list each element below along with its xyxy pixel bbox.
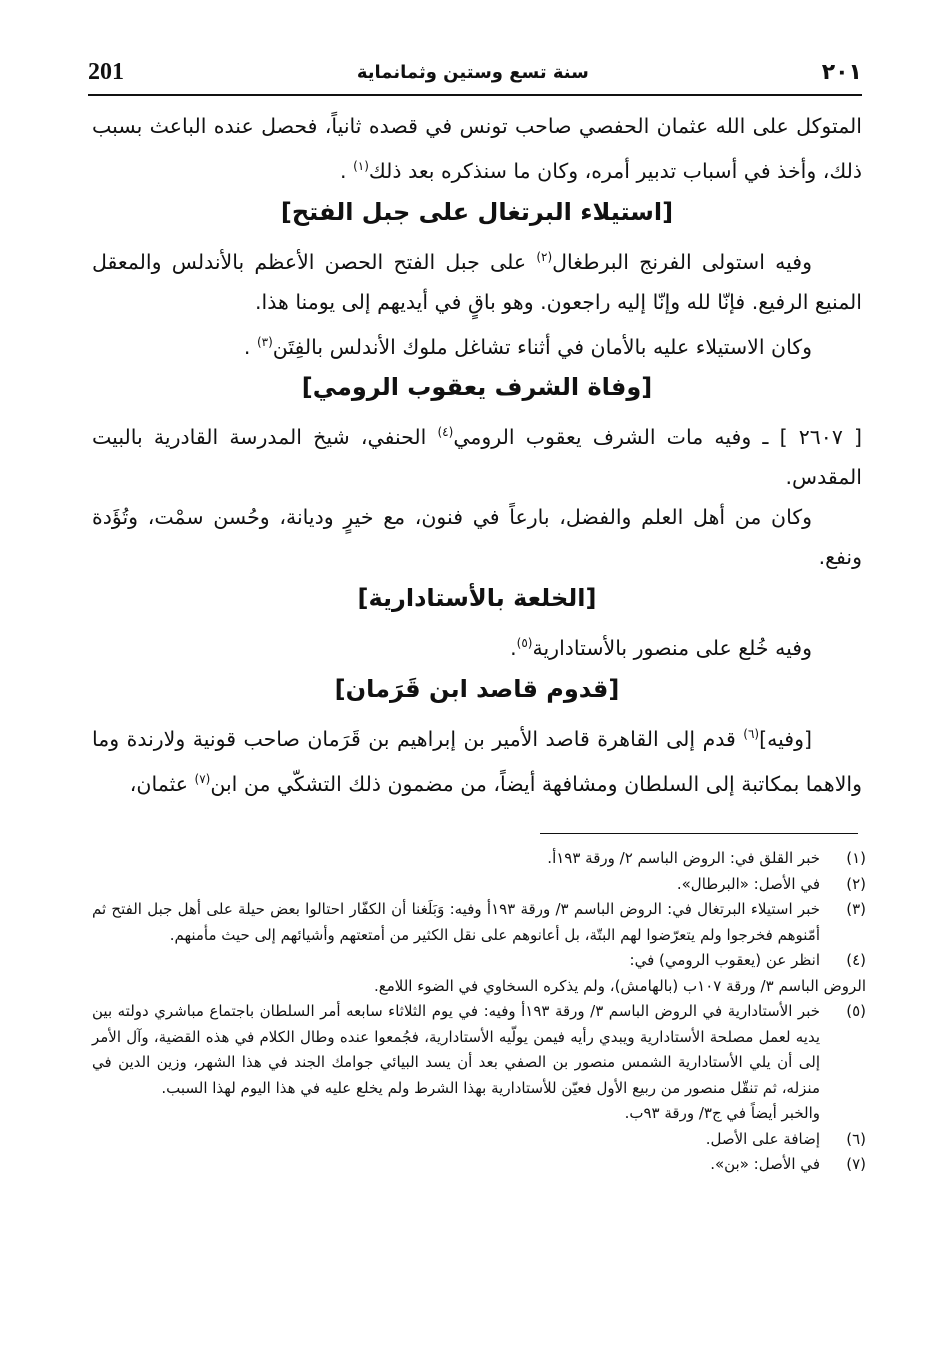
section-heading: [الخلعة بالأستادارية] — [357, 584, 597, 613]
page-number-latin: 201 — [88, 58, 124, 85]
footnote — [92, 999, 866, 1101]
running-title: سنة تسع وستين وثمانماية — [356, 61, 589, 83]
paragraph: وكان من أهل العلم والفضل، بارعاً في فنون، مع خيرٍ وديانة، وحُسن سمْت، وتُؤَدة ونفع. — [92, 505, 862, 570]
footnote-text: خبر الأستادارية في الروض الباسم ٣/ ورقة ١٩٣أ وفيه: في يوم الثلاثاء سابعه أمر السلطان باجتماع مباشري دولته بين يديه لعمل مصلحة الأستادارية ويبدي رأيه فيمن يولّيه الأستادارية، فجُمعوا عنده وطال الكلام في هذه القضية، وآل الأمر إلى أن يلي الأستادارية الشمس منصور بن الصفي بعد أن يسد البيائي جوامك الجند في هذا الشهر، وزين الدين في منزله، ثم تنقّل منصور من ربيع الأول فعيّن للأستادارية بهذا الشرط ولم يخلع عليه في هذا اليوم لهذا السبب. — [92, 1002, 821, 1097]
paragraph-text: [وفيه] — [759, 726, 812, 751]
footnote-number: (٥) — [846, 1002, 866, 1020]
footnote-ref: (٧) — [194, 771, 211, 786]
main-text — [92, 106, 862, 804]
section-heading: [استيلاء البرتغال على جبل الفتح] — [280, 197, 674, 226]
paragraph-text: وفيه استولى الفرنج البرطغال — [552, 249, 812, 274]
footnote — [92, 948, 866, 974]
header-rule — [88, 94, 862, 96]
footnote-ref: (٦) — [743, 727, 760, 742]
footnote-number: (٧) — [846, 1155, 866, 1173]
paragraph-text: عثمان، — [129, 771, 188, 796]
paragraph-text: وكان الاستيلاء عليه بالأمان في أثناء تشاغل ملوك الأندلس بالفِتَن — [272, 334, 812, 359]
footnote-text: خبر استيلاء البرتغال في: الروض الباسم ٣/ ورقة ١٩٣أ وفيه: وَبَلَغنا أن الكفّار احتالوا بعض حيلة على أهل جبل الفتح ثم أمّنوهم فخرجوا ولم يتعرّضوا لهم البتّة، بل أعانوهم على نقل الكثير من أمتعتهم وأشيائهم إلى حيث مأمنهم. — [92, 900, 820, 944]
footnote-separator — [540, 833, 858, 834]
punctuation: . — [510, 636, 517, 661]
entry-number: [ ٢٦٠٧ ] — [779, 425, 862, 450]
paragraph — [92, 412, 862, 497]
footnote — [92, 872, 866, 898]
paragraph-text: قدم إلى القاهرة قاصد الأمير بن إبراهيم بن قَرَمان صاحب قونية ولارندة وما والاهما بمكاتبة إلى السلطان ومشافهة أيضاً، من مضمون ذلك التشكّي من ابن — [92, 726, 862, 796]
section-heading: [قدوم قاصد ابن قَرَمان] — [334, 675, 620, 704]
footnote-number: (٤) — [846, 951, 866, 969]
page-number-arabic: ٢٠١ — [821, 59, 862, 85]
paragraph-text: الحنفي، شيخ المدرسة القادرية بالبيت المقدس. — [92, 425, 862, 490]
paragraph-text: المتوكل على الله عثمان الحفصي صاحب تونس في قصده ثانياً، فحصل عنده الباعث بسبب ذلك، وأخذ في أسباب تدبير أمره، وكان ما سنذكره بعد ذلك — [92, 114, 862, 183]
paragraph-text: وفيه خُلع على منصور بالأستادارية — [532, 636, 812, 661]
footnote-ref: (٥) — [516, 636, 533, 651]
footnote-continuation: الروض الباسم ٣/ ورقة ١٠٧ب (بالهامش)، ولم يذكره السخاوي في الضوء اللامع. — [373, 976, 866, 995]
paragraph — [92, 237, 862, 322]
footnote — [92, 1127, 866, 1153]
punctuation: . — [340, 158, 347, 183]
punctuation: . — [243, 334, 251, 359]
paragraph-text: ـ وفيه مات الشرف يعقوب الرومي — [453, 425, 769, 450]
paragraph — [92, 106, 862, 191]
footnote-text: إضافة على الأصل. — [705, 1129, 820, 1148]
footnote-number: (٦) — [846, 1129, 866, 1148]
footnote-ref: (١) — [353, 159, 369, 173]
footnote — [92, 897, 866, 948]
footnote-text: في الأصل: «البرطال». — [676, 874, 820, 893]
section-heading: [وفاة الشرف يعقوب الرومي] — [301, 373, 653, 402]
footnote-number: (٢) — [846, 874, 866, 893]
paragraph — [92, 322, 862, 367]
paragraph-text: على جبل الفتح الحصن الأعظم بالأندلس والمعقل المنيع الرفيع. فإنّا لله وإنّا إليه راجعون. وهو باقٍ في أيديهم إلى يومنا هذا. — [92, 249, 862, 314]
page-header — [88, 54, 862, 90]
footnote — [92, 1152, 866, 1178]
footnotes — [92, 846, 866, 1178]
footnote-ref: (٤) — [437, 425, 454, 440]
footnote-text: خبر القلق في: الروض الباسم ٢/ ورقة ١٩٣أ. — [547, 849, 820, 867]
footnote-text: انظر عن (يعقوب الرومي) في: — [629, 951, 820, 969]
footnote-number: (٣) — [846, 900, 866, 918]
paragraph — [92, 714, 862, 804]
paragraph — [92, 623, 862, 668]
footnote-number: (١) — [846, 849, 866, 867]
footnote-ref: (٣) — [256, 334, 273, 349]
footnote — [92, 846, 866, 872]
footnote-text: في الأصل: «بن». — [710, 1155, 820, 1173]
footnote-continuation: والخبر أيضاً في ج٣/ ورقة ٩٣ب. — [624, 1104, 820, 1122]
footnote-ref: (٢) — [536, 249, 553, 264]
